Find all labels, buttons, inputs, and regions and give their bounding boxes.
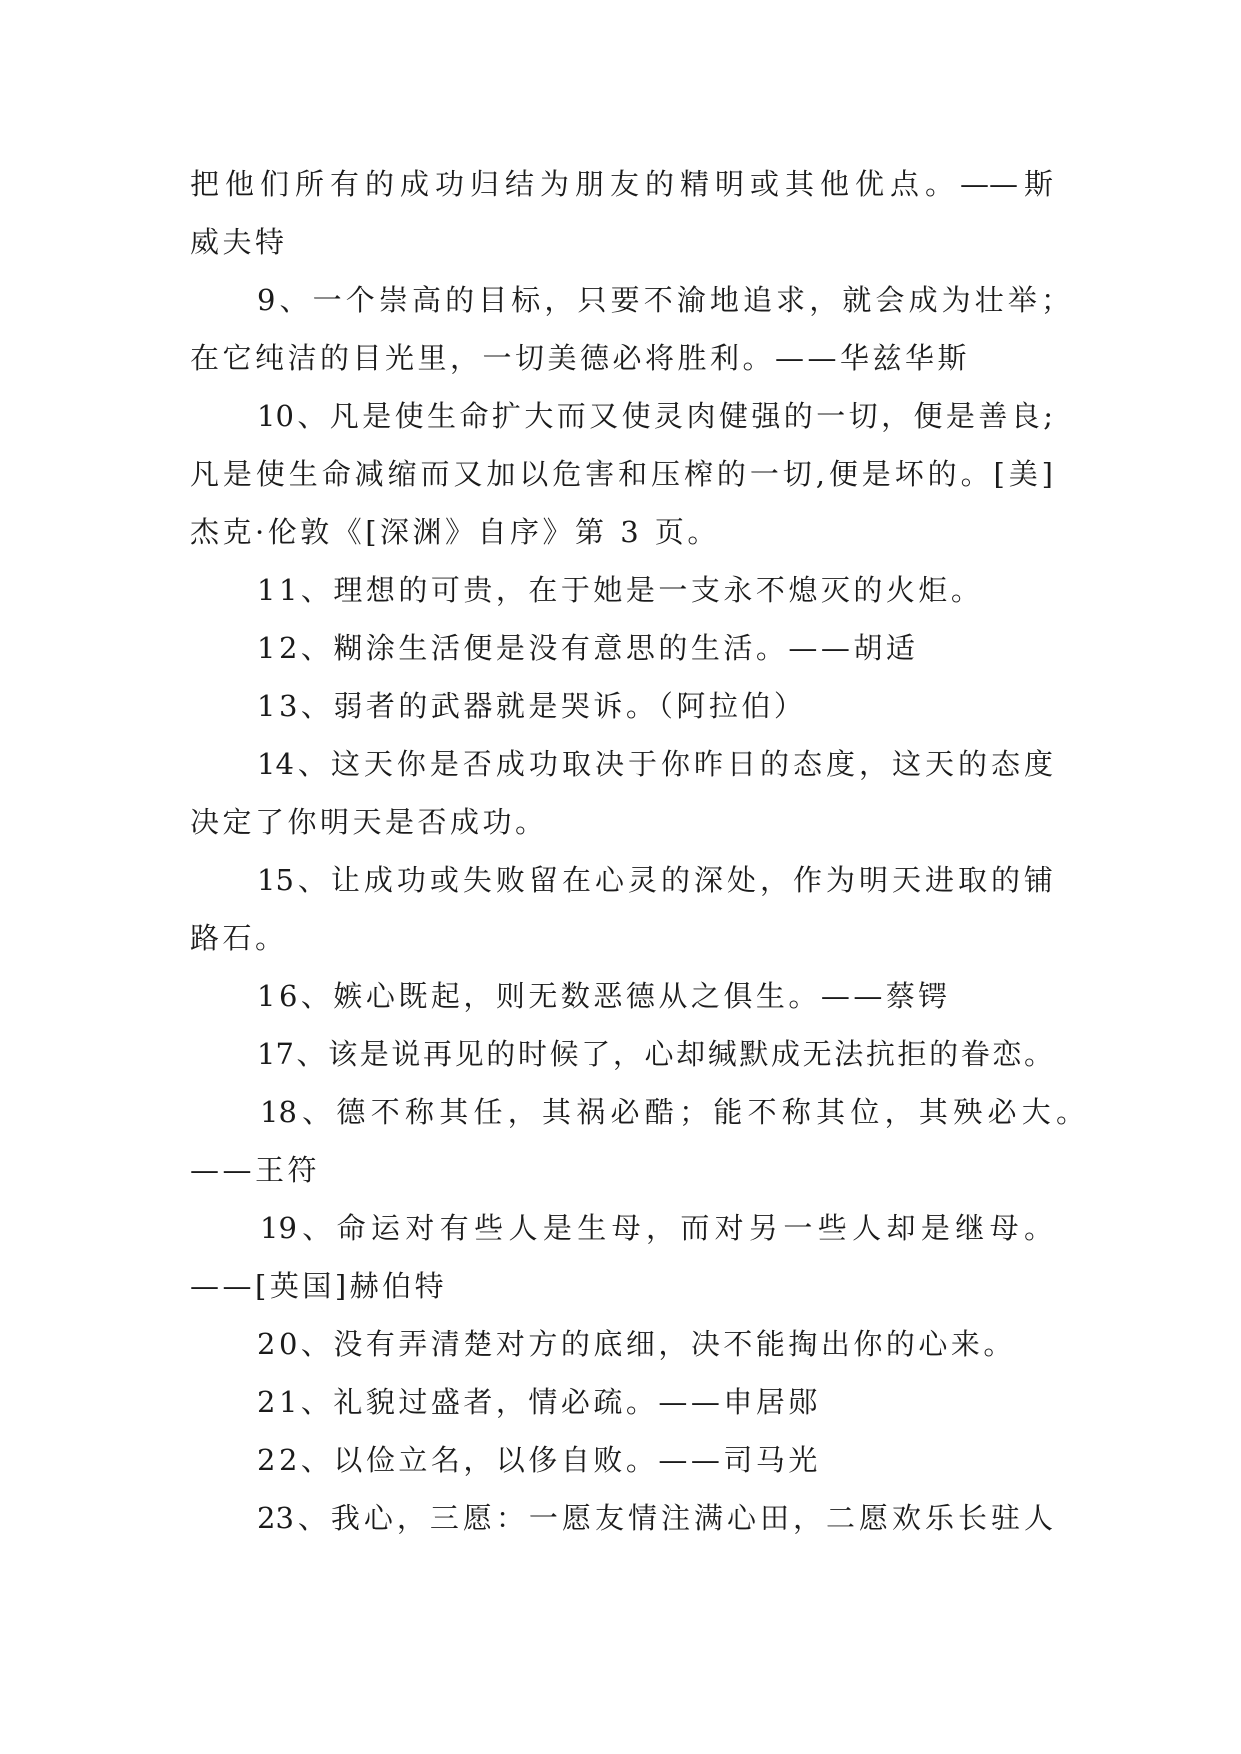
text-line: 把他们所有的成功归结为朋友的精明或其他优点。——斯 <box>190 167 1053 201</box>
text-line: 威夫特 <box>190 225 288 259</box>
text-line: 18、德不称其任，其祸必酷；能不称其位，其殃必大。 <box>260 1095 1085 1129</box>
text-line: 12、糊涂生活便是没有意思的生活。——胡适 <box>257 631 919 665</box>
text-line: 23、我心，三愿：一愿友情注满心田，二愿欢乐长驻人 <box>257 1501 1053 1535</box>
text-line: 16、嫉心既起，则无数恶德从之俱生。——蔡锷 <box>257 979 951 1013</box>
text-line: 决定了你明天是否成功。 <box>190 805 548 839</box>
text-line: 10、凡是使生命扩大而又使灵肉健强的一切，便是善良; <box>257 399 1053 433</box>
text-line: 在它纯洁的目光里，一切美德必将胜利。——华兹华斯 <box>190 341 971 375</box>
text-line: ——[英国]赫伯特 <box>190 1269 448 1303</box>
text-line: 13、弱者的武器就是哭诉。（阿拉伯） <box>257 689 807 723</box>
text-line: 凡是使生命减缩而又加以危害和压榨的一切,便是坏的。[美] <box>190 457 1053 491</box>
text-line: 21、礼貌过盛者，情必疏。——申居郧 <box>257 1385 821 1419</box>
text-line: 17、该是说再见的时候了，心却缄默成无法抗拒的眷恋。 <box>257 1037 1053 1071</box>
text-line: 15、让成功或失败留在心灵的深处，作为明天进取的铺 <box>257 863 1053 897</box>
text-line: 20、没有弄清楚对方的底细，决不能掏出你的心来。 <box>257 1327 1016 1361</box>
text-line: 路石。 <box>190 921 288 955</box>
text-line: 19、命运对有些人是生母，而对另一些人却是继母。 <box>260 1211 1053 1245</box>
text-line: 11、理想的可贵，在于她是一支永不熄灭的火炬。 <box>257 573 984 607</box>
text-line: 14、这天你是否成功取决于你昨日的态度，这天的态度 <box>257 747 1053 781</box>
text-line: 杰克·伦敦《[深渊》自序》第 3 页。 <box>190 515 720 549</box>
text-line: ——王符 <box>190 1153 321 1187</box>
text-line: 22、以俭立名，以侈自败。——司马光 <box>257 1443 821 1477</box>
text-line: 9、一个崇高的目标，只要不渝地追求，就会成为壮举； <box>257 283 1070 317</box>
